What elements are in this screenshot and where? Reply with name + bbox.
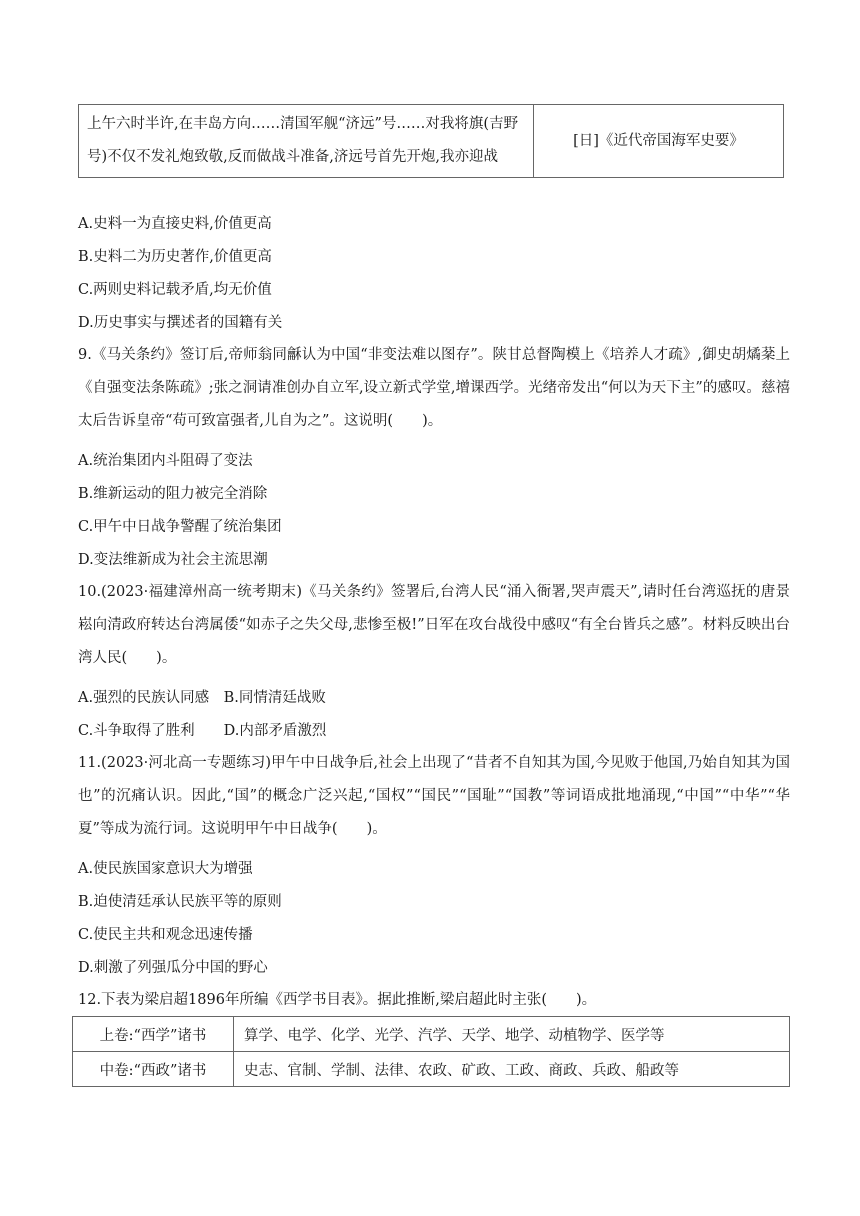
q9-stem: 9.《马关条约》签订后,帝师翁同龢认为中国“非变法难以图存”。陕甘总督陶模上《培养人才疏》,御史胡燏棻上《自强变法条陈疏》;张之洞请准创办自立军,设立新式学堂,增课西学。光绪帝发出“何以为天下主”的感叹。慈禧太后告诉皇帝“苟可致富强者,儿自为之”。这说明( )。 <box>78 347 790 429</box>
volume-cell: 上卷:“西学”诸书 <box>73 1017 234 1052</box>
q11-option-d[interactable]: D.刺激了列强瓜分中国的野心 <box>78 960 268 976</box>
q8-option-c[interactable]: C.两则史料记载矛盾,均无价值 <box>78 282 272 298</box>
q10-options-row-1[interactable]: A.强烈的民族认同感 B.同情清廷战败 <box>78 690 326 706</box>
q9-option-d[interactable]: D.变法维新成为社会主流思潮 <box>78 552 268 568</box>
q9-option-c[interactable]: C.甲午中日战争警醒了统治集团 <box>78 519 282 535</box>
volume-cell: 中卷:“西政”诸书 <box>73 1052 234 1087</box>
q8-option-b[interactable]: B.史料二为历史著作,价值更高 <box>78 249 272 265</box>
table-row <box>73 1052 790 1087</box>
q9-option-a[interactable]: A.统治集团内斗阻碍了变法 <box>78 453 253 469</box>
q11-stem: 11.(2023·河北高一专题练习)甲午中日战争后,社会上出现了“昔者不自知其为国,今见败于他国,乃始自知其为国也”的沉痛认识。因此,“国”的概念广泛兴起,“国权”“国民”“国耻”“国教”等词语成批地涌现,“中国”“中华”“华夏”等成为流行词。这说明甲午中日战争( )。 <box>78 755 790 837</box>
q10-options-row-2[interactable]: C.斗争取得了胜利 D.内部矛盾激烈 <box>78 723 327 739</box>
source-excerpt-table <box>78 104 784 178</box>
content-cell: 算学、电学、化学、光学、汽学、天学、地学、动植物学、医学等 <box>234 1017 790 1052</box>
table-row <box>73 1017 790 1052</box>
book-catalog-table <box>72 1016 790 1087</box>
q8-option-d[interactable]: D.历史事实与撰述者的国籍有关 <box>78 315 283 331</box>
q12-stem: 12.下表为梁启超1896年所编《西学书目表》。据此推断,梁启超此时主张( )。 <box>78 992 597 1008</box>
q11-option-b[interactable]: B.迫使清廷承认民族平等的原则 <box>78 894 282 910</box>
source-citation-cell: [日]《近代帝国海军史要》 <box>534 105 784 178</box>
source-quote-cell: 上午六时半许,在丰岛方向……清国军舰“济远”号……对我将旗(吉野号)不仅不发礼炮致敬,反而做战斗准备,济远号首先开炮,我亦迎战 <box>79 105 534 178</box>
q10-stem: 10.(2023·福建漳州高一统考期末)《马关条约》签署后,台湾人民“涌入衙署,哭声震天”,请时任台湾巡抚的唐景崧向清政府转达台湾属倭“如赤子之失父母,悲惨至极!”日军在攻台战役中感叹“有全台皆兵之感”。材料反映出台湾人民( )。 <box>78 584 790 666</box>
q11-option-a[interactable]: A.使民族国家意识大为增强 <box>78 861 253 877</box>
q11-option-c[interactable]: C.使民主共和观念迅速传播 <box>78 927 253 943</box>
content-cell: 史志、官制、学制、法律、农政、矿政、工政、商政、兵政、船政等 <box>234 1052 790 1087</box>
q8-option-a[interactable]: A.史料一为直接史料,价值更高 <box>78 216 272 232</box>
q9-option-b[interactable]: B.维新运动的阻力被完全消除 <box>78 486 268 502</box>
table-row <box>79 105 784 178</box>
